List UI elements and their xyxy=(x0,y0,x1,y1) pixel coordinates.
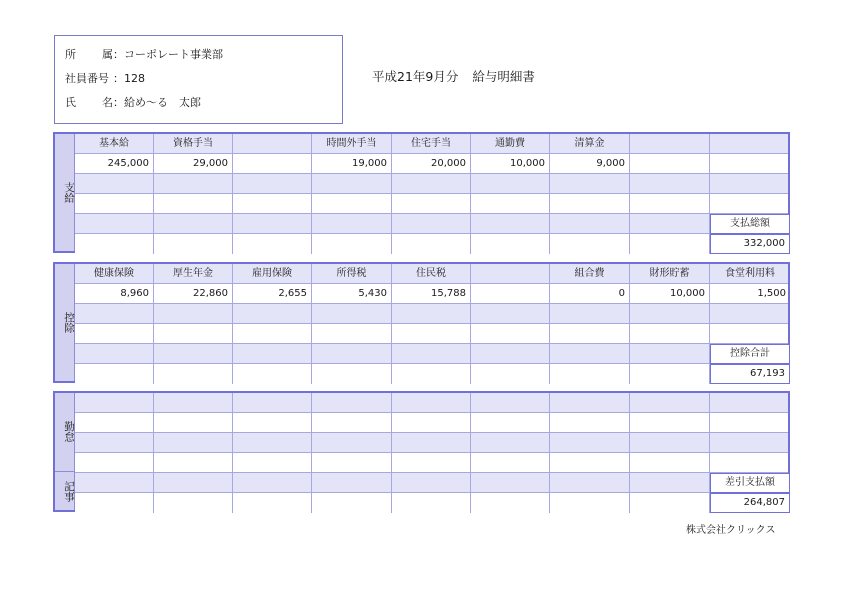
department-label xyxy=(65,47,113,63)
empty-cell xyxy=(471,304,550,324)
empty-cell xyxy=(550,364,630,384)
table-row xyxy=(75,234,788,254)
header-cell: 食堂利用料 xyxy=(725,268,775,279)
empty-cell xyxy=(75,493,154,513)
employee-id-separator: ： xyxy=(113,72,124,85)
payments-side-header xyxy=(55,134,75,251)
empty-cell xyxy=(154,194,233,214)
empty-cell xyxy=(75,433,154,453)
empty-cell xyxy=(154,344,233,364)
empty-cell xyxy=(154,234,233,254)
empty-cell xyxy=(471,413,550,433)
empty-cell xyxy=(471,324,550,344)
empty-cell xyxy=(550,194,630,214)
empty-cell xyxy=(392,473,471,493)
empty-cell xyxy=(154,393,233,413)
payments-grid xyxy=(75,134,788,251)
empty-cell xyxy=(471,234,550,254)
value-cell: 5,430 xyxy=(312,284,392,304)
table-row xyxy=(75,473,788,493)
attendance-section xyxy=(53,391,790,512)
empty-cell xyxy=(710,324,790,344)
empty-cell xyxy=(233,234,312,254)
table-row xyxy=(75,304,788,324)
header-cell xyxy=(471,264,550,284)
empty-cell xyxy=(233,453,312,473)
table-row xyxy=(75,493,788,513)
table-row xyxy=(75,433,788,453)
empty-cell xyxy=(233,194,312,214)
side-separator xyxy=(55,471,75,472)
empty-cell xyxy=(630,433,710,453)
empty-cell xyxy=(154,473,233,493)
empty-cell xyxy=(75,473,154,493)
empty-cell xyxy=(312,364,392,384)
header-cell xyxy=(710,134,790,154)
department-separator: ： xyxy=(113,48,124,61)
header-cell: 基本給 xyxy=(75,134,154,154)
empty-cell xyxy=(392,344,471,364)
value-cell xyxy=(471,284,550,304)
department-label-char-1: 所 xyxy=(65,48,76,61)
empty-cell xyxy=(392,393,471,413)
value-cell: 10,000 xyxy=(471,154,550,174)
deductions-side-label: 控除 xyxy=(63,312,75,333)
department-row xyxy=(65,47,223,63)
empty-cell xyxy=(550,234,630,254)
payments-section xyxy=(53,132,790,253)
payments-side-label: 支給 xyxy=(63,182,75,203)
department-value: コーポレート事業部 xyxy=(124,48,223,61)
empty-cell xyxy=(471,194,550,214)
empty-cell xyxy=(154,304,233,324)
empty-cell xyxy=(710,393,790,413)
empty-cell xyxy=(471,393,550,413)
total-deduction-label: 控除合計 xyxy=(710,344,790,364)
header-cell xyxy=(630,134,710,154)
empty-cell xyxy=(630,214,710,234)
empty-cell xyxy=(75,304,154,324)
empty-cell xyxy=(312,304,392,324)
empty-cell xyxy=(154,324,233,344)
empty-cell xyxy=(75,194,154,214)
empty-cell xyxy=(233,493,312,513)
empty-cell xyxy=(710,174,790,194)
table-row xyxy=(75,364,788,384)
header-cell: 資格手当 xyxy=(154,134,233,154)
empty-cell xyxy=(710,194,790,214)
total-payment-value: 332,000 xyxy=(710,234,790,254)
empty-cell xyxy=(550,214,630,234)
empty-cell xyxy=(233,344,312,364)
empty-cell xyxy=(233,413,312,433)
empty-cell xyxy=(550,174,630,194)
empty-cell xyxy=(392,364,471,384)
empty-cell xyxy=(75,453,154,473)
empty-cell xyxy=(154,413,233,433)
empty-cell xyxy=(312,413,392,433)
empty-cell xyxy=(471,453,550,473)
header-cell: 健康保険 xyxy=(75,264,154,284)
empty-cell xyxy=(471,473,550,493)
empty-cell xyxy=(312,393,392,413)
attendance-side-label: 勤怠 xyxy=(63,421,75,442)
empty-cell xyxy=(550,493,630,513)
header-cell: 財形貯蓄 xyxy=(630,264,710,284)
empty-cell xyxy=(312,473,392,493)
empty-cell xyxy=(233,393,312,413)
empty-cell xyxy=(154,433,233,453)
empty-cell xyxy=(550,344,630,364)
empty-cell xyxy=(550,304,630,324)
empty-cell xyxy=(630,413,710,433)
empty-cell xyxy=(630,453,710,473)
employee-name-label xyxy=(65,95,113,111)
employee-name-row xyxy=(65,95,201,111)
table-row xyxy=(75,413,788,433)
header-cell: 住民税 xyxy=(392,264,471,284)
empty-cell xyxy=(392,194,471,214)
empty-cell xyxy=(233,324,312,344)
value-cell: 9,000 xyxy=(550,154,630,174)
empty-cell xyxy=(550,324,630,344)
table-row xyxy=(75,174,788,194)
empty-cell xyxy=(630,364,710,384)
employee-id-row xyxy=(65,71,145,87)
empty-cell xyxy=(75,214,154,234)
notes-side-label: 記事 xyxy=(63,481,75,502)
empty-cell xyxy=(233,214,312,234)
empty-cell xyxy=(233,433,312,453)
document-title xyxy=(372,69,535,85)
value-cell: 22,860 xyxy=(154,284,233,304)
empty-cell xyxy=(630,393,710,413)
value-cell: 245,000 xyxy=(75,154,154,174)
empty-cell xyxy=(550,453,630,473)
empty-cell xyxy=(154,364,233,384)
empty-cell xyxy=(630,493,710,513)
empty-cell xyxy=(312,234,392,254)
name-label-char-2: 名 xyxy=(102,96,113,109)
empty-cell xyxy=(710,304,790,324)
empty-cell xyxy=(312,194,392,214)
empty-cell xyxy=(154,214,233,234)
empty-cell xyxy=(392,413,471,433)
empty-cell xyxy=(392,174,471,194)
empty-cell xyxy=(471,174,550,194)
empty-cell xyxy=(75,174,154,194)
header-cell: 組合費 xyxy=(550,264,630,284)
value-cell xyxy=(710,154,790,174)
table-row xyxy=(75,453,788,473)
empty-cell xyxy=(392,324,471,344)
value-cell: 8,960 xyxy=(75,284,154,304)
table-row xyxy=(75,284,788,304)
empty-cell xyxy=(710,413,790,433)
empty-cell xyxy=(75,393,154,413)
employee-name-value: 給め～る 太郎 xyxy=(124,96,201,109)
header-cell: 雇用保険 xyxy=(233,264,312,284)
header-cell xyxy=(233,134,312,154)
value-cell: 2,655 xyxy=(233,284,312,304)
value-cell xyxy=(233,154,312,174)
empty-cell xyxy=(154,174,233,194)
empty-cell xyxy=(75,324,154,344)
empty-cell xyxy=(550,393,630,413)
empty-cell xyxy=(75,413,154,433)
empty-cell xyxy=(630,344,710,364)
empty-cell xyxy=(75,234,154,254)
empty-cell xyxy=(630,234,710,254)
value-cell xyxy=(630,154,710,174)
empty-cell xyxy=(710,433,790,453)
header-cell: 通勤費 xyxy=(471,134,550,154)
empty-cell xyxy=(392,433,471,453)
header-cell: 時間外手当 xyxy=(312,134,392,154)
table-row xyxy=(75,214,788,234)
employee-name-separator: ： xyxy=(113,96,124,109)
empty-cell xyxy=(550,473,630,493)
employee-info-box xyxy=(54,35,343,124)
table-row xyxy=(75,194,788,214)
empty-cell xyxy=(471,493,550,513)
empty-cell xyxy=(75,344,154,364)
empty-cell xyxy=(312,174,392,194)
empty-cell xyxy=(312,214,392,234)
empty-cell xyxy=(312,453,392,473)
empty-cell xyxy=(233,304,312,324)
empty-cell xyxy=(550,413,630,433)
net-payment-value: 264,807 xyxy=(710,493,790,513)
department-label-char-2: 属 xyxy=(102,48,113,61)
empty-cell xyxy=(233,364,312,384)
deductions-grid xyxy=(75,264,788,381)
table-row xyxy=(75,344,788,364)
empty-cell xyxy=(75,364,154,384)
employee-id-label: 社員番号 xyxy=(65,72,109,85)
value-cell: 29,000 xyxy=(154,154,233,174)
table-row xyxy=(75,393,788,413)
empty-cell xyxy=(630,304,710,324)
table-row xyxy=(75,264,788,284)
header-cell: 所得税 xyxy=(312,264,392,284)
empty-cell xyxy=(154,453,233,473)
value-cell: 1,500 xyxy=(757,288,786,299)
value-cell: 19,000 xyxy=(312,154,392,174)
table-row xyxy=(75,154,788,174)
empty-cell xyxy=(630,324,710,344)
value-cell: 20,000 xyxy=(392,154,471,174)
net-payment-label: 差引支払額 xyxy=(710,473,790,493)
value-cell: 10,000 xyxy=(630,284,710,304)
empty-cell xyxy=(392,304,471,324)
empty-cell xyxy=(392,493,471,513)
empty-cell xyxy=(630,473,710,493)
empty-cell xyxy=(710,453,790,473)
header-cell: 厚生年金 xyxy=(154,264,233,284)
empty-cell xyxy=(312,324,392,344)
attendance-grid xyxy=(75,393,788,510)
empty-cell xyxy=(312,493,392,513)
empty-cell xyxy=(233,473,312,493)
empty-cell xyxy=(154,493,233,513)
table-row xyxy=(75,134,788,154)
total-deduction-value: 67,193 xyxy=(710,364,790,384)
header-cell: 住宅手当 xyxy=(392,134,471,154)
empty-cell xyxy=(233,174,312,194)
company-name: 株式会社クリックス xyxy=(686,525,776,536)
empty-cell xyxy=(392,234,471,254)
document-title-text: 給与明細書 xyxy=(472,69,535,84)
empty-cell xyxy=(392,214,471,234)
empty-cell xyxy=(312,433,392,453)
pay-period: 平成21年9月分 xyxy=(372,69,459,84)
value-cell: 15,788 xyxy=(392,284,471,304)
empty-cell xyxy=(471,433,550,453)
value-cell: 0 xyxy=(550,284,630,304)
empty-cell xyxy=(471,344,550,364)
empty-cell xyxy=(630,194,710,214)
empty-cell xyxy=(550,433,630,453)
empty-cell xyxy=(471,364,550,384)
name-label-char-1: 氏 xyxy=(65,96,76,109)
deductions-side-header xyxy=(55,264,75,381)
header-cell: 清算金 xyxy=(550,134,630,154)
deductions-section xyxy=(53,262,790,383)
total-payment-label: 支払総額 xyxy=(710,214,790,234)
employee-id-value: 128 xyxy=(124,72,145,85)
empty-cell xyxy=(630,174,710,194)
table-row xyxy=(75,324,788,344)
empty-cell xyxy=(392,453,471,473)
empty-cell xyxy=(471,214,550,234)
attendance-side-header xyxy=(55,393,75,510)
empty-cell xyxy=(312,344,392,364)
